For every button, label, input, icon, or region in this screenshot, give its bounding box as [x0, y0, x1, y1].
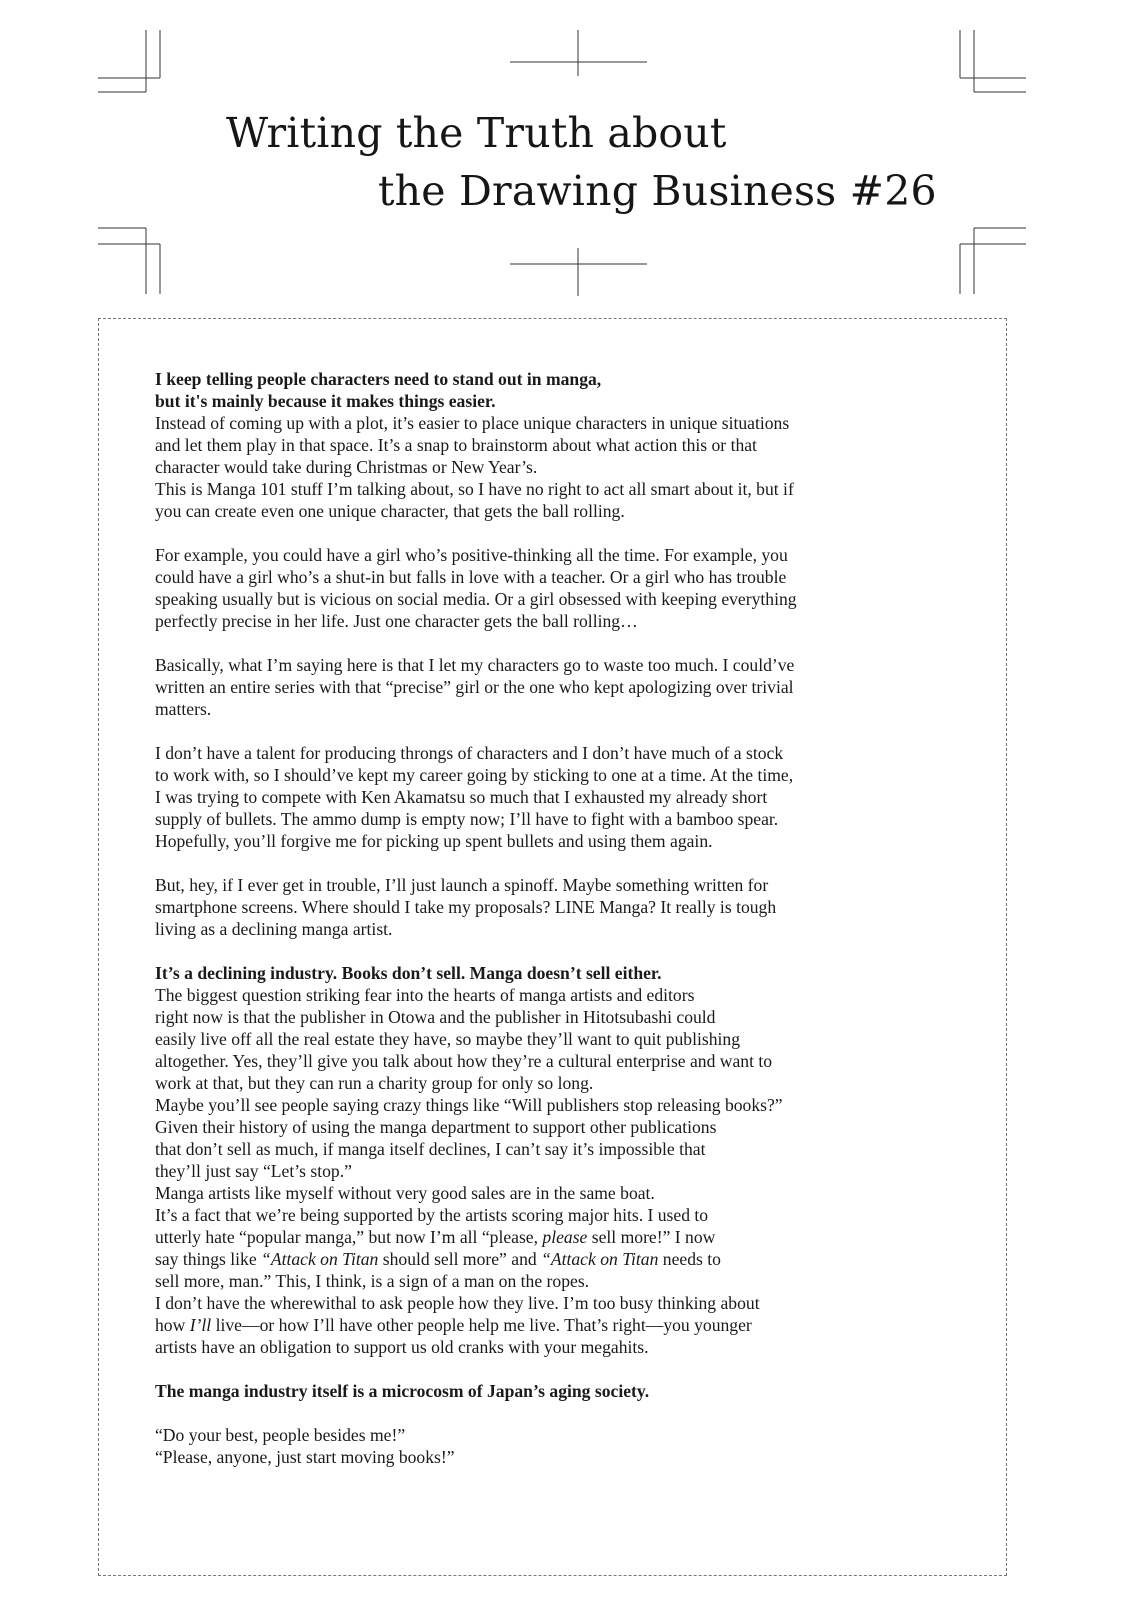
- essay-body: [155, 368, 965, 1490]
- body-text: matters.: [155, 699, 212, 719]
- body-text: supply of bullets. The ammo dump is empty now; I’ll have to fight with a bamboo spear.: [155, 809, 779, 829]
- text-line: [155, 1182, 965, 1204]
- body-text: The biggest question striking fear into the hearts of manga artists and editors: [155, 985, 695, 1005]
- text-line: [155, 456, 965, 478]
- text-line: [155, 412, 965, 434]
- body-text: “Please, anyone, just start moving books!”: [155, 1447, 455, 1467]
- italic-text: “Attack on Titan: [261, 1249, 379, 1269]
- text-line: [155, 918, 965, 940]
- body-text: I don’t have the wherewithal to ask people how they live. I’m too busy thinking about: [155, 1293, 760, 1313]
- body-text: speaking usually but is vicious on social media. Or a girl obsessed with keeping everything: [155, 589, 797, 609]
- text-line: [155, 566, 965, 588]
- body-text: right now is that the publisher in Otowa and the publisher in Hitotsubashi could: [155, 1007, 716, 1027]
- body-text: But, hey, if I ever get in trouble, I’ll just launch a spinoff. Maybe something written for: [155, 875, 769, 895]
- text-line: [155, 830, 965, 852]
- italic-text: “Attack on Titan: [541, 1249, 659, 1269]
- body-text: easily live off all the real estate they have, so maybe they’ll want to quit publishing: [155, 1029, 741, 1049]
- paragraph: [155, 742, 965, 852]
- page-title: [0, 104, 1124, 220]
- text-line: [155, 1270, 965, 1292]
- text-line: [155, 764, 965, 786]
- text-line: [155, 1006, 965, 1028]
- text-line: [155, 1336, 965, 1358]
- italic-text: please: [542, 1227, 588, 1247]
- body-text: that don’t sell as much, if manga itself declines, I can’t say it’s impossible that: [155, 1139, 706, 1159]
- paragraph: [155, 874, 965, 940]
- body-text: “Do your best, people besides me!”: [155, 1425, 406, 1445]
- body-text: needs to: [658, 1249, 721, 1269]
- body-text: work at that, but they can run a charity group for only so long.: [155, 1073, 594, 1093]
- body-text: say things like: [155, 1249, 262, 1269]
- paragraph: [155, 962, 965, 1358]
- body-text: Maybe you’ll see people saying crazy things like “Will publishers stop releasing books?”: [155, 1095, 783, 1115]
- body-text: sell more, man.” This, I think, is a sign of a man on the ropes.: [155, 1271, 590, 1291]
- body-text: This is Manga 101 stuff I’m talking about, so I have no right to act all smart about it, but if: [155, 479, 794, 499]
- text-line: [155, 390, 965, 412]
- paragraph: [155, 368, 965, 522]
- text-line: [155, 588, 965, 610]
- body-text: could have a girl who’s a shut-in but falls in love with a teacher. Or a girl who has trouble: [155, 567, 787, 587]
- body-text: Instead of coming up with a plot, it’s easier to place unique characters in unique situations: [155, 413, 790, 433]
- text-line: [155, 1160, 965, 1182]
- body-text: character would take during Christmas or New Year’s.: [155, 457, 538, 477]
- body-text: Hopefully, you’ll forgive me for picking up spent bullets and using them again.: [155, 831, 713, 851]
- text-line: [155, 742, 965, 764]
- text-line: [155, 1028, 965, 1050]
- body-text: utterly hate “popular manga,” but now I’m all “please,: [155, 1227, 543, 1247]
- body-text: should sell more” and: [378, 1249, 542, 1269]
- body-text: Basically, what I’m saying here is that I let my characters go to waste too much. I could’ve: [155, 655, 795, 675]
- text-line: [155, 698, 965, 720]
- body-text: perfectly precise in her life. Just one character gets the ball rolling…: [155, 611, 638, 631]
- text-line: [155, 1204, 965, 1226]
- bold-text: The manga industry itself is a microcosm of Japan’s aging society.: [155, 1381, 650, 1401]
- paragraph: [155, 1380, 965, 1402]
- text-line: [155, 1446, 965, 1468]
- body-text: Given their history of using the manga department to support other publications: [155, 1117, 717, 1137]
- body-text: to work with, so I should’ve kept my career going by sticking to one at a time. At the time,: [155, 765, 794, 785]
- text-line: [155, 434, 965, 456]
- text-line: [155, 1050, 965, 1072]
- body-text: live—or how I’ll have other people help me live. That’s right—you younger: [211, 1315, 752, 1335]
- text-line: [155, 368, 965, 390]
- bold-text: I keep telling people characters need to stand out in manga,: [155, 369, 602, 389]
- text-line: [155, 544, 965, 566]
- body-text: how: [155, 1315, 190, 1335]
- paragraph: [155, 1424, 965, 1468]
- body-text: artists have an obligation to support us old cranks with your megahits.: [155, 1337, 649, 1357]
- italic-text: I’ll: [189, 1315, 212, 1335]
- text-line: [155, 1424, 965, 1446]
- body-text: smartphone screens. Where should I take my proposals? LINE Manga? It really is tough: [155, 897, 777, 917]
- title-line-1: Writing the Truth about: [226, 109, 727, 157]
- text-line: [155, 1248, 965, 1270]
- body-text: It’s a fact that we’re being supported by the artists scoring major hits. I used to: [155, 1205, 709, 1225]
- body-text: you can create even one unique character, that gets the ball rolling.: [155, 501, 625, 521]
- text-line: [155, 786, 965, 808]
- paragraph: [155, 544, 965, 632]
- text-line: [155, 676, 965, 698]
- body-text: sell more!” I now: [587, 1227, 716, 1247]
- text-line: [155, 500, 965, 522]
- text-line: [155, 1116, 965, 1138]
- text-line: [155, 984, 965, 1006]
- body-text: I don’t have a talent for producing throngs of characters and I don’t have much of a stock: [155, 743, 784, 763]
- body-text: I was trying to compete with Ken Akamatsu so much that I exhausted my already short: [155, 787, 768, 807]
- text-line: [155, 874, 965, 896]
- text-line: [155, 896, 965, 918]
- body-text: living as a declining manga artist.: [155, 919, 393, 939]
- title-line-2: the Drawing Business #26: [378, 167, 937, 215]
- text-line: [155, 654, 965, 676]
- text-line: [155, 808, 965, 830]
- body-text: Manga artists like myself without very good sales are in the same boat.: [155, 1183, 655, 1203]
- text-line: [155, 1380, 965, 1402]
- bold-text: It’s a declining industry. Books don’t sell. Manga doesn’t sell either.: [155, 963, 662, 983]
- text-line: [155, 1094, 965, 1116]
- text-line: [155, 1314, 965, 1336]
- text-line: [155, 1138, 965, 1160]
- text-line: [155, 1226, 965, 1248]
- text-line: [155, 962, 965, 984]
- body-text: and let them play in that space. It’s a snap to brainstorm about what action this or that: [155, 435, 757, 455]
- text-line: [155, 478, 965, 500]
- body-text: For example, you could have a girl who’s positive-thinking all the time. For example, you: [155, 545, 788, 565]
- body-text: they’ll just say “Let’s stop.”: [155, 1161, 352, 1181]
- bold-text: but it's mainly because it makes things easier.: [155, 391, 496, 411]
- text-line: [155, 1292, 965, 1314]
- body-text: altogether. Yes, they’ll give you talk about how they’re a cultural enterprise and want to: [155, 1051, 773, 1071]
- text-line: [155, 1072, 965, 1094]
- text-line: [155, 610, 965, 632]
- paragraph: [155, 654, 965, 720]
- body-text: written an entire series with that “precise” girl or the one who kept apologizing over trivial: [155, 677, 794, 697]
